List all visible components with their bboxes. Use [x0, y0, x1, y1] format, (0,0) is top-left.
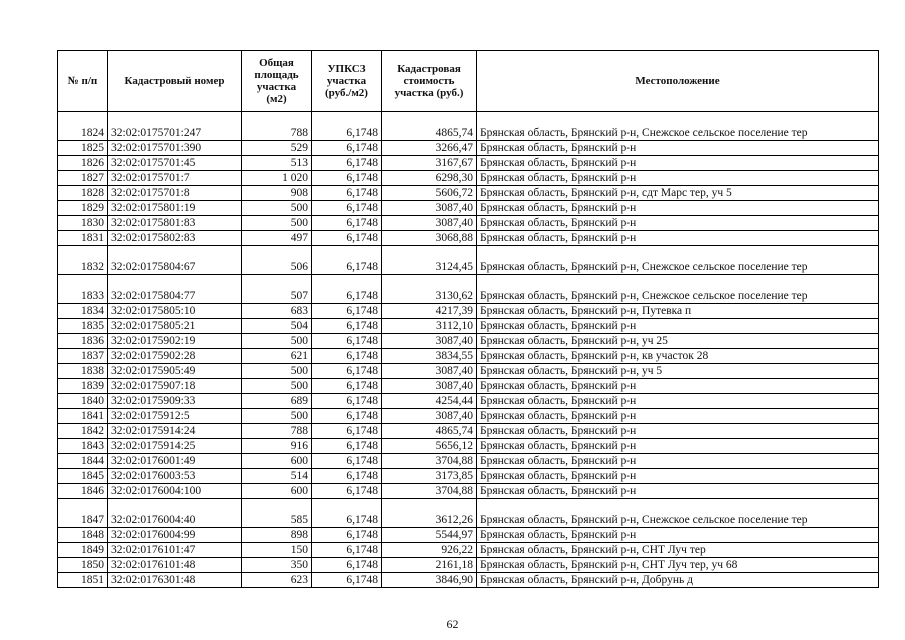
cell-cadastral-cost: 2161,18 — [382, 558, 477, 573]
cell-location: Брянская область, Брянский р-н — [477, 394, 879, 409]
table-row — [58, 409, 879, 424]
header-cadastral-number: Кадастровый номер — [108, 51, 242, 112]
cell-rate: 6,1748 — [312, 439, 382, 454]
cell-rate: 6,1748 — [312, 156, 382, 171]
cell-cadastral-cost: 3087,40 — [382, 334, 477, 349]
cell-location: Брянская область, Брянский р-н, Путевка п — [477, 304, 879, 319]
table-body — [58, 112, 879, 588]
cell-rate: 6,1748 — [312, 112, 382, 141]
table-row — [58, 364, 879, 379]
cell-area: 500 — [242, 409, 312, 424]
cell-area: 150 — [242, 543, 312, 558]
cell-num: 1835 — [58, 319, 108, 334]
cell-cadastral-cost: 3087,40 — [382, 379, 477, 394]
cell-num: 1850 — [58, 558, 108, 573]
cell-rate: 6,1748 — [312, 141, 382, 156]
cell-area: 908 — [242, 186, 312, 201]
cell-cadastral-cost: 3167,67 — [382, 156, 477, 171]
cell-cadastral-cost: 3704,88 — [382, 484, 477, 499]
cell-cadastral-cost: 4217,39 — [382, 304, 477, 319]
header-cadastral-cost: Кадастровая стоимость участка (руб.) — [382, 51, 477, 112]
cell-num: 1831 — [58, 231, 108, 246]
cell-area: 500 — [242, 201, 312, 216]
cell-cadastral-number: 32:02:0175701:7 — [108, 171, 242, 186]
cell-area: 507 — [242, 275, 312, 304]
cell-location: Брянская область, Брянский р-н — [477, 379, 879, 394]
cell-cadastral-cost: 926,22 — [382, 543, 477, 558]
cell-cadastral-cost: 3704,88 — [382, 454, 477, 469]
cell-rate: 6,1748 — [312, 528, 382, 543]
cell-num: 1836 — [58, 334, 108, 349]
cell-cadastral-number: 32:02:0175701:390 — [108, 141, 242, 156]
cell-rate: 6,1748 — [312, 364, 382, 379]
table-row — [58, 439, 879, 454]
cell-location: Брянская область, Брянский р-н, сдт Марс тер, уч 5 — [477, 186, 879, 201]
cell-cadastral-number: 32:02:0175804:77 — [108, 275, 242, 304]
cell-location: Брянская область, Брянский р-н — [477, 528, 879, 543]
cell-num: 1826 — [58, 156, 108, 171]
cell-cadastral-cost: 3173,85 — [382, 469, 477, 484]
table-row — [58, 216, 879, 231]
cell-area: 916 — [242, 439, 312, 454]
cell-area: 623 — [242, 573, 312, 588]
cell-area: 500 — [242, 364, 312, 379]
cell-num: 1847 — [58, 499, 108, 528]
cell-rate: 6,1748 — [312, 201, 382, 216]
cell-num: 1839 — [58, 379, 108, 394]
cell-cadastral-number: 32:02:0176001:49 — [108, 454, 242, 469]
cell-location: Брянская область, Брянский р-н, уч 5 — [477, 364, 879, 379]
cell-num: 1848 — [58, 528, 108, 543]
cell-cadastral-number: 32:02:0176301:48 — [108, 573, 242, 588]
table-row — [58, 558, 879, 573]
cell-cadastral-cost: 3612,26 — [382, 499, 477, 528]
cell-rate: 6,1748 — [312, 319, 382, 334]
cell-rate: 6,1748 — [312, 484, 382, 499]
cell-cadastral-cost: 5606,72 — [382, 186, 477, 201]
header-rate: УПКСЗ участка (руб./м2) — [312, 51, 382, 112]
cell-rate: 6,1748 — [312, 171, 382, 186]
table-row — [58, 424, 879, 439]
cell-rate: 6,1748 — [312, 231, 382, 246]
cell-cadastral-cost: 3124,45 — [382, 246, 477, 275]
cell-rate: 6,1748 — [312, 558, 382, 573]
cell-area: 788 — [242, 424, 312, 439]
cell-cadastral-cost: 3266,47 — [382, 141, 477, 156]
cell-cadastral-number: 32:02:0175701:45 — [108, 156, 242, 171]
table-row — [58, 469, 879, 484]
cell-num: 1846 — [58, 484, 108, 499]
cell-cadastral-number: 32:02:0176101:47 — [108, 543, 242, 558]
cell-area: 529 — [242, 141, 312, 156]
cell-num: 1833 — [58, 275, 108, 304]
cell-num: 1844 — [58, 454, 108, 469]
cell-cadastral-number: 32:02:0175912:5 — [108, 409, 242, 424]
table-row — [58, 141, 879, 156]
header-location: Местоположение — [477, 51, 879, 112]
cell-num: 1829 — [58, 201, 108, 216]
cell-rate: 6,1748 — [312, 573, 382, 588]
cell-rate: 6,1748 — [312, 409, 382, 424]
cell-location: Брянская область, Брянский р-н — [477, 424, 879, 439]
table-row — [58, 543, 879, 558]
table-row — [58, 156, 879, 171]
table-row — [58, 394, 879, 409]
table-row — [58, 186, 879, 201]
cell-area: 689 — [242, 394, 312, 409]
cell-cadastral-cost: 3112,10 — [382, 319, 477, 334]
cell-rate: 6,1748 — [312, 469, 382, 484]
cell-area: 504 — [242, 319, 312, 334]
table-row — [58, 319, 879, 334]
cell-area: 500 — [242, 216, 312, 231]
cell-cadastral-number: 32:02:0175907:18 — [108, 379, 242, 394]
cell-cadastral-number: 32:02:0175914:24 — [108, 424, 242, 439]
cell-area: 500 — [242, 334, 312, 349]
cell-location: Брянская область, Брянский р-н — [477, 171, 879, 186]
table-row — [58, 112, 879, 141]
cell-location: Брянская область, Брянский р-н, СНТ Луч тер, уч 68 — [477, 558, 879, 573]
cell-cadastral-cost: 3087,40 — [382, 364, 477, 379]
cell-area: 500 — [242, 379, 312, 394]
cell-location: Брянская область, Брянский р-н — [477, 319, 879, 334]
cell-area: 350 — [242, 558, 312, 573]
cell-location: Брянская область, Брянский р-н, уч 25 — [477, 334, 879, 349]
cell-cadastral-number: 32:02:0175701:8 — [108, 186, 242, 201]
cell-cadastral-cost: 3130,62 — [382, 275, 477, 304]
cell-num: 1845 — [58, 469, 108, 484]
table-row — [58, 246, 879, 275]
cell-cadastral-number: 32:02:0175909:33 — [108, 394, 242, 409]
table-row — [58, 201, 879, 216]
table-row — [58, 275, 879, 304]
cell-num: 1840 — [58, 394, 108, 409]
cell-area: 513 — [242, 156, 312, 171]
cell-location: Брянская область, Брянский р-н — [477, 484, 879, 499]
table-row — [58, 454, 879, 469]
cell-cadastral-cost: 3087,40 — [382, 409, 477, 424]
cell-location: Брянская область, Брянский р-н, СНТ Луч тер — [477, 543, 879, 558]
cell-location: Брянская область, Брянский р-н — [477, 469, 879, 484]
table-row — [58, 528, 879, 543]
cell-area: 621 — [242, 349, 312, 364]
cell-cadastral-number: 32:02:0175701:247 — [108, 112, 242, 141]
cell-rate: 6,1748 — [312, 454, 382, 469]
cell-location: Брянская область, Брянский р-н, Снежское сельское поселение тер — [477, 499, 879, 528]
cell-cadastral-number: 32:02:0175902:28 — [108, 349, 242, 364]
cell-num: 1825 — [58, 141, 108, 156]
cell-cadastral-cost: 3087,40 — [382, 201, 477, 216]
cell-num: 1828 — [58, 186, 108, 201]
header-num: № п/п — [58, 51, 108, 112]
cell-rate: 6,1748 — [312, 334, 382, 349]
table-row — [58, 231, 879, 246]
cell-rate: 6,1748 — [312, 275, 382, 304]
table-row — [58, 499, 879, 528]
cell-cadastral-number: 32:02:0175902:19 — [108, 334, 242, 349]
cell-cadastral-number: 32:02:0176004:99 — [108, 528, 242, 543]
cell-location: Брянская область, Брянский р-н — [477, 231, 879, 246]
cell-cadastral-number: 32:02:0175801:19 — [108, 201, 242, 216]
table-row — [58, 304, 879, 319]
cell-num: 1824 — [58, 112, 108, 141]
cell-num: 1827 — [58, 171, 108, 186]
cell-cadastral-number: 32:02:0176003:53 — [108, 469, 242, 484]
cell-location: Брянская область, Брянский р-н — [477, 156, 879, 171]
cell-num: 1842 — [58, 424, 108, 439]
cell-num: 1838 — [58, 364, 108, 379]
cell-cadastral-number: 32:02:0175805:21 — [108, 319, 242, 334]
cell-location: Брянская область, Брянский р-н, Добрунь д — [477, 573, 879, 588]
cell-location: Брянская область, Брянский р-н — [477, 409, 879, 424]
cell-location: Брянская область, Брянский р-н, Снежское сельское поселение тер — [477, 275, 879, 304]
cell-cadastral-cost: 3846,90 — [382, 573, 477, 588]
cell-area: 788 — [242, 112, 312, 141]
table-row — [58, 484, 879, 499]
cell-cadastral-number: 32:02:0175914:25 — [108, 439, 242, 454]
cell-cadastral-cost: 6298,30 — [382, 171, 477, 186]
cell-cadastral-number: 32:02:0176004:40 — [108, 499, 242, 528]
cell-location: Брянская область, Брянский р-н — [477, 201, 879, 216]
cell-rate: 6,1748 — [312, 246, 382, 275]
table-header-row — [58, 51, 879, 112]
cell-rate: 6,1748 — [312, 394, 382, 409]
cadastral-value-table — [57, 50, 879, 588]
cell-cadastral-cost: 4865,74 — [382, 112, 477, 141]
cell-num: 1830 — [58, 216, 108, 231]
cell-location: Брянская область, Брянский р-н — [477, 216, 879, 231]
cell-area: 585 — [242, 499, 312, 528]
cell-cadastral-cost: 4865,74 — [382, 424, 477, 439]
table-row — [58, 349, 879, 364]
cell-num: 1851 — [58, 573, 108, 588]
cell-rate: 6,1748 — [312, 349, 382, 364]
cell-cadastral-number: 32:02:0175804:67 — [108, 246, 242, 275]
cell-location: Брянская область, Брянский р-н, Снежское сельское поселение тер — [477, 112, 879, 141]
cell-rate: 6,1748 — [312, 216, 382, 231]
cell-location: Брянская область, Брянский р-н — [477, 439, 879, 454]
table-row — [58, 171, 879, 186]
cell-cadastral-number: 32:02:0176101:48 — [108, 558, 242, 573]
cell-num: 1834 — [58, 304, 108, 319]
cell-cadastral-number: 32:02:0176004:100 — [108, 484, 242, 499]
cell-rate: 6,1748 — [312, 304, 382, 319]
page-number: 62 — [446, 617, 459, 631]
cell-area: 600 — [242, 484, 312, 499]
cell-area: 497 — [242, 231, 312, 246]
cell-cadastral-cost: 3087,40 — [382, 216, 477, 231]
cell-num: 1843 — [58, 439, 108, 454]
cell-location: Брянская область, Брянский р-н — [477, 454, 879, 469]
cell-rate: 6,1748 — [312, 499, 382, 528]
cell-cadastral-number: 32:02:0175905:49 — [108, 364, 242, 379]
cell-area: 506 — [242, 246, 312, 275]
cell-num: 1832 — [58, 246, 108, 275]
table-row — [58, 573, 879, 588]
header-area: Общая площадь участка (м2) — [242, 51, 312, 112]
cell-cadastral-cost: 5544,97 — [382, 528, 477, 543]
cell-num: 1841 — [58, 409, 108, 424]
cell-area: 898 — [242, 528, 312, 543]
cell-area: 600 — [242, 454, 312, 469]
table-row — [58, 334, 879, 349]
cell-cadastral-number: 32:02:0175801:83 — [108, 216, 242, 231]
cell-rate: 6,1748 — [312, 379, 382, 394]
cell-area: 514 — [242, 469, 312, 484]
cell-rate: 6,1748 — [312, 186, 382, 201]
cell-cadastral-cost: 5656,12 — [382, 439, 477, 454]
cell-num: 1849 — [58, 543, 108, 558]
cell-cadastral-cost: 3068,88 — [382, 231, 477, 246]
cell-area: 1 020 — [242, 171, 312, 186]
cell-cadastral-number: 32:02:0175805:10 — [108, 304, 242, 319]
cell-area: 683 — [242, 304, 312, 319]
cell-location: Брянская область, Брянский р-н, Снежское сельское поселение тер — [477, 246, 879, 275]
cell-rate: 6,1748 — [312, 543, 382, 558]
cell-cadastral-cost: 3834,55 — [382, 349, 477, 364]
table-row — [58, 379, 879, 394]
cell-cadastral-number: 32:02:0175802:83 — [108, 231, 242, 246]
cell-location: Брянская область, Брянский р-н, кв участок 28 — [477, 349, 879, 364]
cell-rate: 6,1748 — [312, 424, 382, 439]
cell-cadastral-cost: 4254,44 — [382, 394, 477, 409]
cell-location: Брянская область, Брянский р-н — [477, 141, 879, 156]
cell-num: 1837 — [58, 349, 108, 364]
